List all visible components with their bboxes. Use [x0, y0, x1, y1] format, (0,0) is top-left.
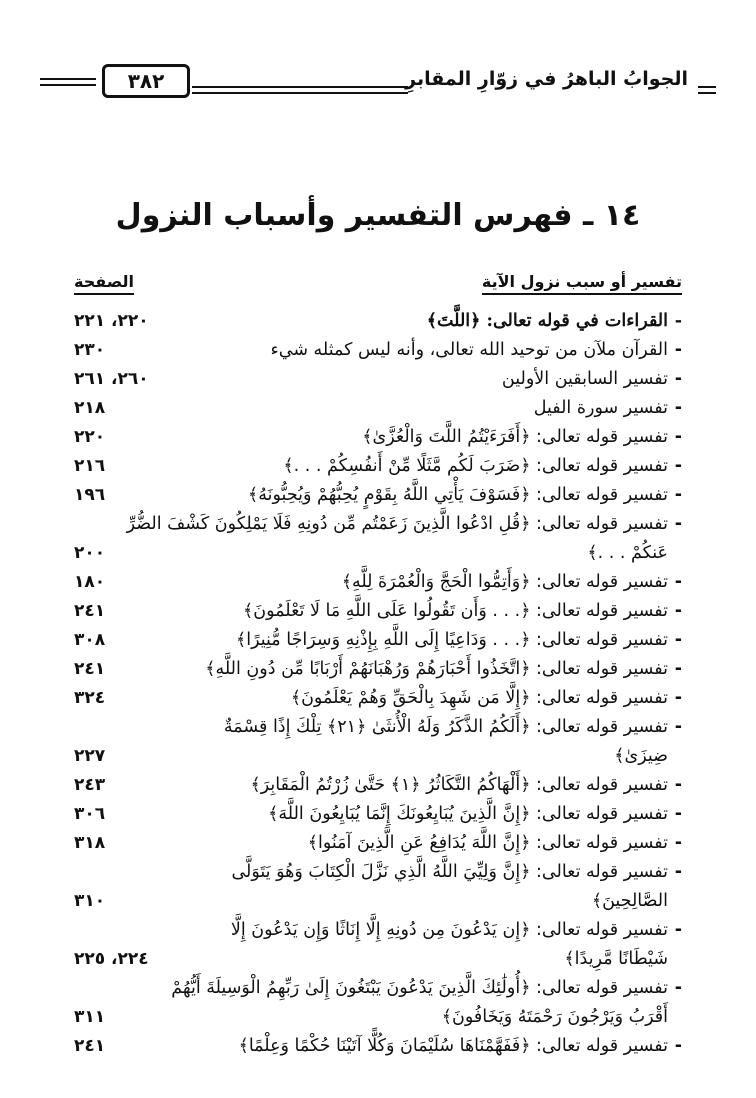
entry-pages: ٢٢٤، ٢٢٥	[74, 949, 149, 969]
entry-text: - تفسير قوله تعالى: ﴿اتَّخَذُوا أَحْبَارَهُمْ وَرُهْبَانَهُمْ أَرْبَابًا مِّن دُونِ اللَّهِ﴾	[74, 655, 682, 684]
entry-pages: ٢١٨	[74, 398, 106, 418]
entry-text: - تفسير قوله تعالى: ﴿. . . وَأَن تَقُولُوا عَلَى اللَّهِ مَا لَا تَعْلَمُونَ﴾	[74, 597, 682, 626]
index-entries	[74, 307, 682, 1061]
entry-pages: ٢٤٣	[74, 775, 106, 795]
index-entry	[74, 394, 682, 423]
page-number: ٣٨٢	[102, 64, 190, 98]
index-entry	[74, 771, 682, 800]
index-entry	[74, 1032, 682, 1061]
entry-pages: ٢٣٠	[74, 340, 106, 360]
entry-text: - تفسير قوله تعالى: ﴿إِنَّ اللَّهَ يُدَافِعُ عَنِ الَّذِينَ آمَنُوا﴾	[74, 829, 682, 858]
index-entry	[74, 655, 682, 684]
entry-text: - تفسير قوله تعالى: ﴿. . . وَدَاعِيًا إِلَى اللَّهِ بِإِذْنِهِ وَسِرَاجًا مُّنِيرًا﴾	[74, 626, 682, 655]
entry-text: - تفسير قوله تعالى: ﴿فَسَوْفَ يَأْتِي اللَّهُ بِقَوْمٍ يُحِبُّهُمْ وَيُحِبُّونَهُ﴾	[74, 481, 682, 510]
entry-text-line1: تفسير قوله تعالى: ﴿قُلِ ادْعُوا الَّذِينَ زَعَمْتُم مِّن دُونِهِ فَلَا يَمْلِكُونَ كَشْفَ الضُّرِّ	[126, 514, 668, 534]
index-entry	[74, 800, 682, 829]
index-entry	[74, 336, 682, 365]
entry-pages: ١٩٦	[74, 485, 106, 505]
column-header-topic: تفسير أو سبب نزول الآية	[482, 272, 682, 295]
entry-pages: ٢٤١	[74, 601, 106, 621]
entry-text-line1: تفسير قوله تعالى: ﴿أُولَٰئِكَ الَّذِينَ يَدْعُونَ يَبْتَغُونَ إِلَىٰ رَبِّهِمُ الْوَسِيلَةَ أَيُّهُمْ	[171, 978, 668, 998]
index-entry	[74, 626, 682, 655]
entry-text: - تفسير قوله تعالى: ﴿فَفَهَّمْنَاهَا سُلَيْمَانَ وَكُلًّا آتَيْنَا حُكْمًا وَعِلْمًا﴾	[74, 1032, 682, 1061]
entry-text-line2: عَنكُمْ . . .﴾	[587, 543, 668, 563]
index-entry	[74, 916, 682, 974]
entry-pages: ٢٠٠	[74, 543, 106, 563]
entry-text: - تفسير قوله تعالى: ﴿إِنَّ الَّذِينَ يُبَايِعُونَكَ إِنَّمَا يُبَايِعُونَ اللَّهَ﴾	[74, 800, 682, 829]
entry-text-line2: أَقْرَبُ وَيَرْجُونَ رَحْمَتَهُ وَيَخَافُونَ﴾	[441, 1007, 668, 1027]
entry-text: - تفسير قوله تعالى: ﴿أَلَكُمُ الذَّكَرُ وَلَهُ الْأُنثَىٰ ﴿٢١﴾ تِلْكَ إِذًا قِسْمَةٌ ضِيزَىٰ﴾	[74, 713, 682, 771]
index-entry	[74, 858, 682, 916]
index-entry	[74, 713, 682, 771]
entry-text-line1: تفسير قوله تعالى: ﴿إِن يَدْعُونَ مِن دُونِهِ إِلَّا إِنَاثًا وَإِن يَدْعُونَ إِلَّا	[230, 920, 668, 940]
index-entry	[74, 510, 682, 568]
entry-text: - القرآن ملآن من توحيد الله تعالى، وأنه ليس كمثله شيء	[74, 336, 682, 365]
entry-text: - تفسير قوله تعالى: ﴿إِلَّا مَن شَهِدَ بِالْحَقِّ وَهُمْ يَعْلَمُونَ﴾	[74, 684, 682, 713]
page-header	[40, 58, 716, 110]
index-entry	[74, 568, 682, 597]
entry-pages: ١٨٠	[74, 572, 106, 592]
index-entry	[74, 481, 682, 510]
entry-text: - تفسير قوله تعالى: ﴿أَلْهَاكُمُ التَّكَاثُرُ ﴿١﴾ حَتَّىٰ زُرْتُمُ الْمَقَابِرَ﴾	[74, 771, 682, 800]
entry-pages: ٢٢٠، ٢٢١	[74, 311, 149, 331]
index-entry	[74, 307, 682, 336]
entry-pages: ٣١٨	[74, 833, 106, 853]
entry-text: - تفسير سورة الفيل	[74, 394, 682, 423]
entry-pages: ٣١١	[74, 1007, 106, 1027]
index-entry	[74, 974, 682, 1032]
entry-text: - تفسير قوله تعالى: ﴿إِنَّ وَلِيِّيَ اللَّهُ الَّذِي نَزَّلَ الْكِتَابَ وَهُوَ يَتَوَلَّى الصَّالِحِينَ﴾	[74, 858, 682, 916]
index-entry	[74, 365, 682, 394]
header-rule-left	[40, 78, 96, 86]
entry-pages: ٣٠٨	[74, 630, 106, 650]
entry-pages: ٢١٦	[74, 456, 106, 476]
entry-pages: ٢٢٧	[74, 746, 106, 766]
entry-pages: ٣٠٦	[74, 804, 106, 824]
entry-pages: ٢٤١	[74, 1036, 106, 1056]
running-title: الجوابُ الباهرُ في زوّارِ المقابرِ	[405, 68, 688, 90]
entry-text-line2: شَيْطَانًا مَّرِيدًا﴾	[564, 949, 668, 969]
column-headers	[74, 272, 682, 298]
entry-pages: ٢٢٠	[74, 427, 106, 447]
column-header-page: الصفحة	[74, 272, 134, 295]
entry-text: - القراءات في قوله تعالى: ﴿اللَّتَ﴾	[74, 307, 682, 336]
entry-text: - تفسير قوله تعالى: ﴿أَفَرَءَيْتُمُ اللَّتَ وَالْعُزَّىٰ﴾	[74, 423, 682, 452]
entry-pages: ٢٦٠، ٢٦١	[74, 369, 149, 389]
entry-pages: ٣١٠	[74, 891, 106, 911]
index-entry	[74, 423, 682, 452]
index-entry	[74, 452, 682, 481]
entry-text: - تفسير السابقين الأولين	[74, 365, 682, 394]
index-entry	[74, 829, 682, 858]
index-entry	[74, 684, 682, 713]
section-title: ١٤ ـ فهرس التفسير وأسباب النزول	[115, 198, 641, 233]
entry-pages: ٣٢٤	[74, 688, 106, 708]
index-entry	[74, 597, 682, 626]
entry-pages: ٢٤١	[74, 659, 106, 679]
entry-text: - تفسير قوله تعالى: ﴿وَأَتِمُّوا الْحَجَّ وَالْعُمْرَةَ لِلَّهِ﴾	[74, 568, 682, 597]
entry-text: - تفسير قوله تعالى: ﴿ضَرَبَ لَكُم مَّثَلًا مِّنْ أَنفُسِكُمْ . . .﴾	[74, 452, 682, 481]
